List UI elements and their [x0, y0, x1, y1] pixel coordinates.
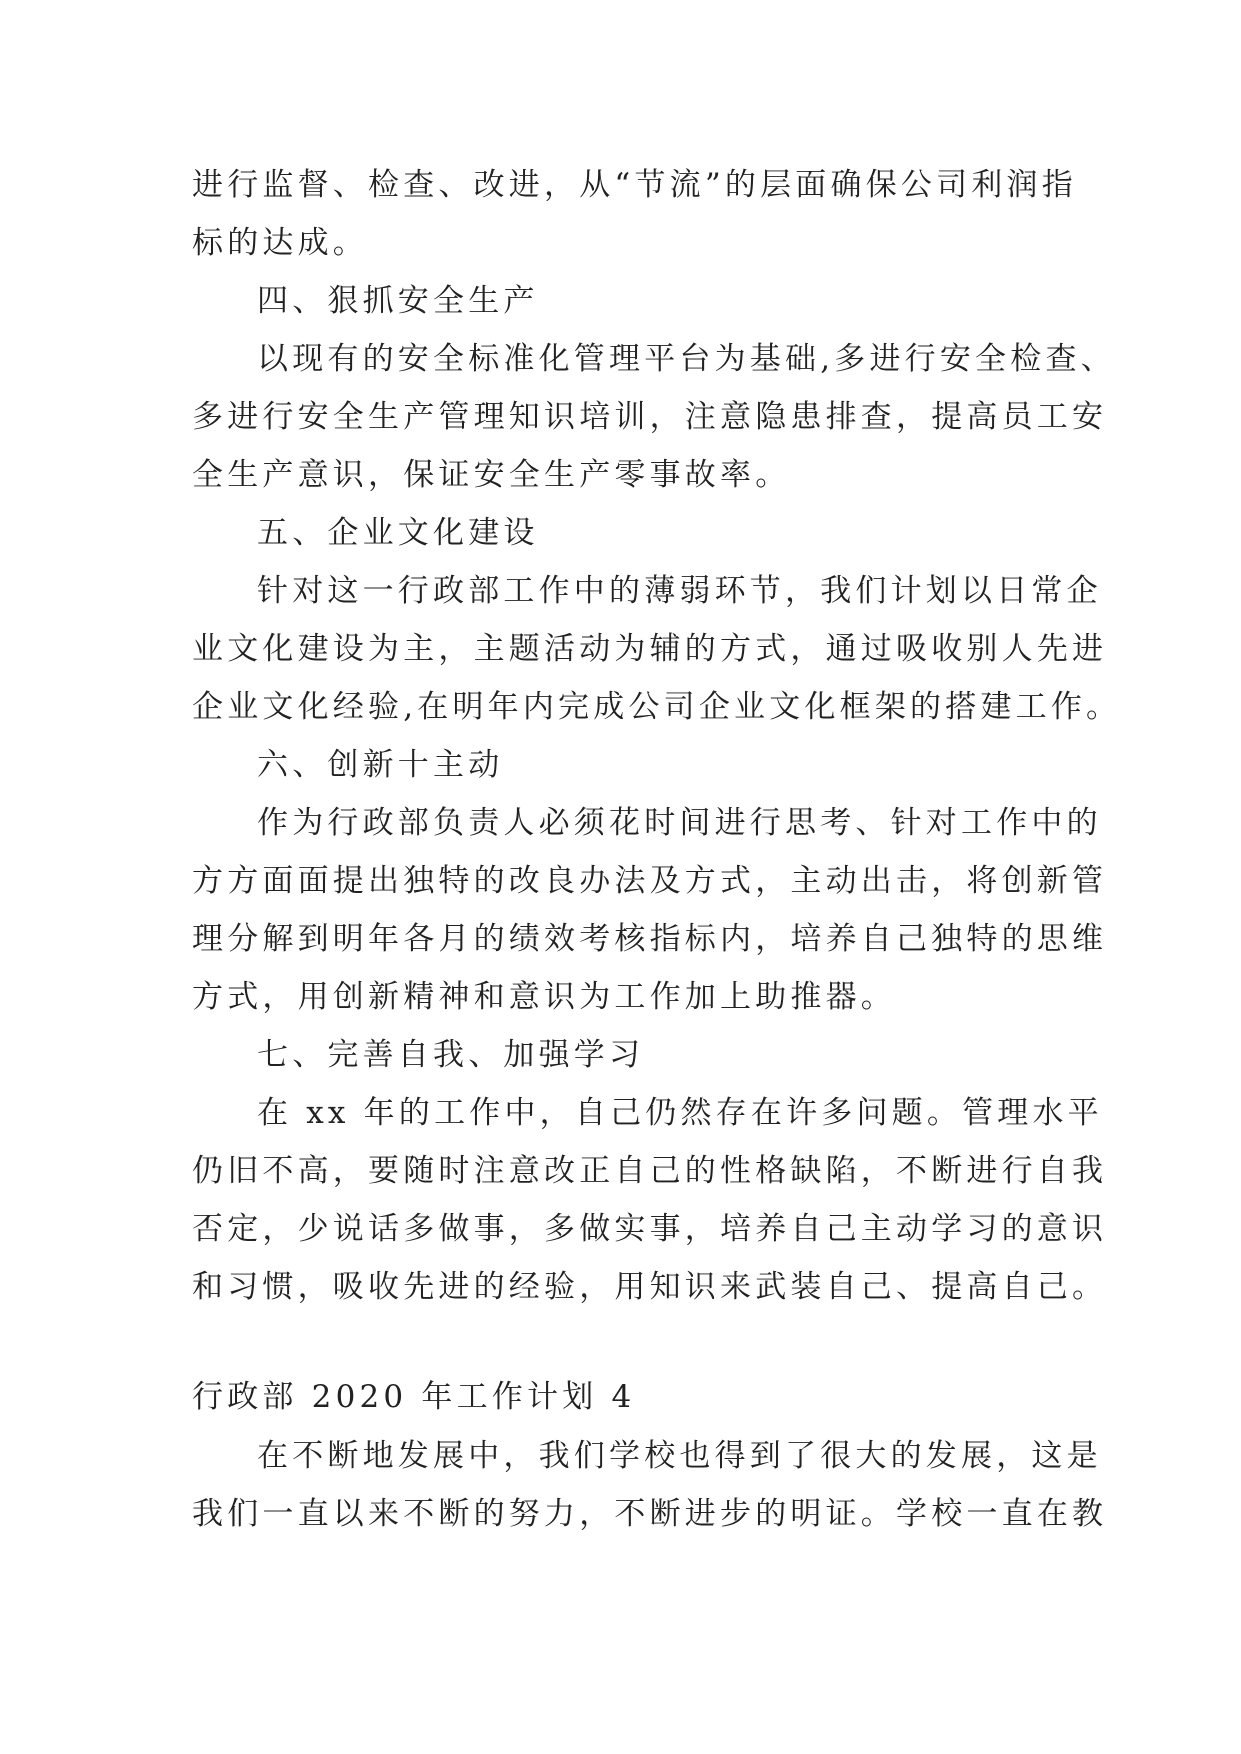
body-text-line: 仍旧不高，要随时注意改正自己的性格缺陷，不断进行自我 — [192, 1153, 1108, 1189]
document-title: 行政部 2020 年工作计划 4 — [192, 1379, 636, 1415]
paragraph-first-line: 作为行政部负责人必须花时间进行思考、针对工作中的 — [257, 805, 1102, 841]
body-text-line: 理分解到明年各月的绩效考核指标内，培养自己独特的思维 — [192, 921, 1108, 957]
body-text-line: 方方面面提出独特的改良办法及方式，主动出击，将创新管 — [192, 863, 1108, 899]
paragraph-first-line: 针对这一行政部工作中的薄弱环节，我们计划以日常企 — [257, 573, 1102, 609]
body-text-line: 否定，少说话多做事，多做实事，培养自己主动学习的意识 — [192, 1211, 1108, 1247]
section-heading-7: 七、完善自我、加强学习 — [257, 1037, 645, 1073]
body-text-line: 多进行安全生产管理知识培训，注意隐患排查，提高员工安 — [192, 399, 1108, 435]
body-text-line: 标的达成。 — [192, 225, 368, 261]
body-text-line: 全生产意识，保证安全生产零事故率。 — [192, 457, 791, 493]
body-text-line: 方式，用创新精神和意识为工作加上助推器。 — [192, 979, 896, 1015]
section-heading-5: 五、企业文化建设 — [257, 515, 539, 551]
body-text-line: 企业文化经验,在明年内完成公司企业文化框架的搭建工作。 — [192, 689, 1122, 725]
body-text-line: 和习惯，吸收先进的经验，用知识来武装自己、提高自己。 — [192, 1269, 1108, 1305]
body-text-line: 我们一直以来不断的努力，不断进步的明证。学校一直在教 — [192, 1496, 1108, 1532]
body-text-line: 进行监督、检查、改进，从“节流”的层面确保公司利润指 — [192, 167, 1077, 203]
paragraph-first-line: 在 xx 年的工作中，自己仍然存在许多问题。管理水平 — [257, 1095, 1103, 1131]
body-text-line: 业文化建设为主，主题活动为辅的方式，通过吸收别人先进 — [192, 631, 1108, 667]
section-heading-6: 六、创新十主动 — [257, 747, 504, 783]
section-heading-4: 四、狠抓安全生产 — [257, 283, 539, 319]
paragraph-first-line: 在不断地发展中，我们学校也得到了很大的发展，这是 — [257, 1438, 1102, 1474]
paragraph-first-line: 以现有的安全标准化管理平台为基础,多进行安全检查、 — [257, 341, 1116, 377]
